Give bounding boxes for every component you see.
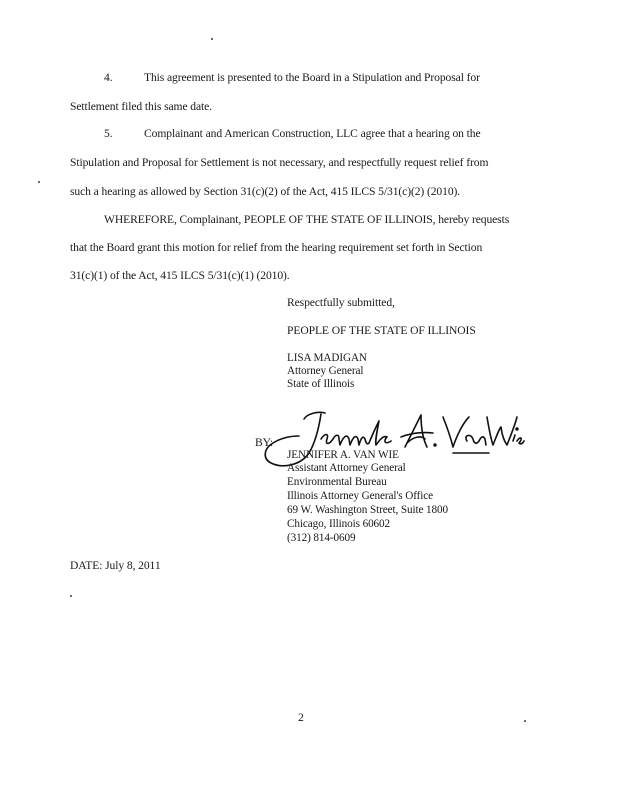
attorney-general-name: LISA MADIGAN [287,352,367,364]
paragraph-4-number: 4. [104,71,113,84]
wherefore-line-2: that the Board grant this motion for relief from the hearing requirement set forth in Section [70,241,483,254]
signer-street: 69 W. Washington Street, Suite 1800 [287,504,449,516]
wherefore-line-1: WHEREFORE, Complainant, PEOPLE OF THE STATE OF ILLINOIS, hereby requests [104,213,510,226]
attorney-general-state: State of Illinois [287,378,355,390]
signer-office: Illinois Attorney General's Office [287,490,433,502]
wherefore-line-3: 31(c)(1) of the Act, 415 ILCS 5/31(c)(1) (2010). [70,269,290,282]
paragraph-4-line-1: This agreement is presented to the Board in a Stipulation and Proposal for [144,71,480,84]
signer-title: Assistant Attorney General [287,462,406,474]
scan-speck [524,720,526,722]
signer-phone: (312) 814-0609 [287,532,356,544]
scan-speck [38,181,40,183]
date-line: DATE: July 8, 2011 [70,559,161,572]
signer-bureau: Environmental Bureau [287,476,387,488]
paragraph-5-line-1: Complainant and American Construction, LLC agree that a hearing on the [144,127,481,140]
paragraph-5-line-2: Stipulation and Proposal for Settlement is not necessary, and respectfully request relief from [70,156,489,169]
signer-city: Chicago, Illinois 60602 [287,518,391,530]
paragraph-5-line-3: such a hearing as allowed by Section 31(c)(2) of the Act, 415 ILCS 5/31(c)(2) (2010). [70,185,461,198]
attorney-general-title: Attorney General [287,365,364,377]
paragraph-4-line-2: Settlement filed this same date. [70,100,213,113]
scan-speck [211,38,213,40]
page-number: 2 [298,711,304,724]
paragraph-5-number: 5. [104,127,113,140]
respectfully-submitted: Respectfully submitted, [287,296,395,309]
signer-name: JENNIFER A. VAN WIE [287,449,399,461]
party-name: PEOPLE OF THE STATE OF ILLINOIS [287,324,476,337]
by-label: BY: [255,436,273,449]
scan-speck [70,595,72,597]
